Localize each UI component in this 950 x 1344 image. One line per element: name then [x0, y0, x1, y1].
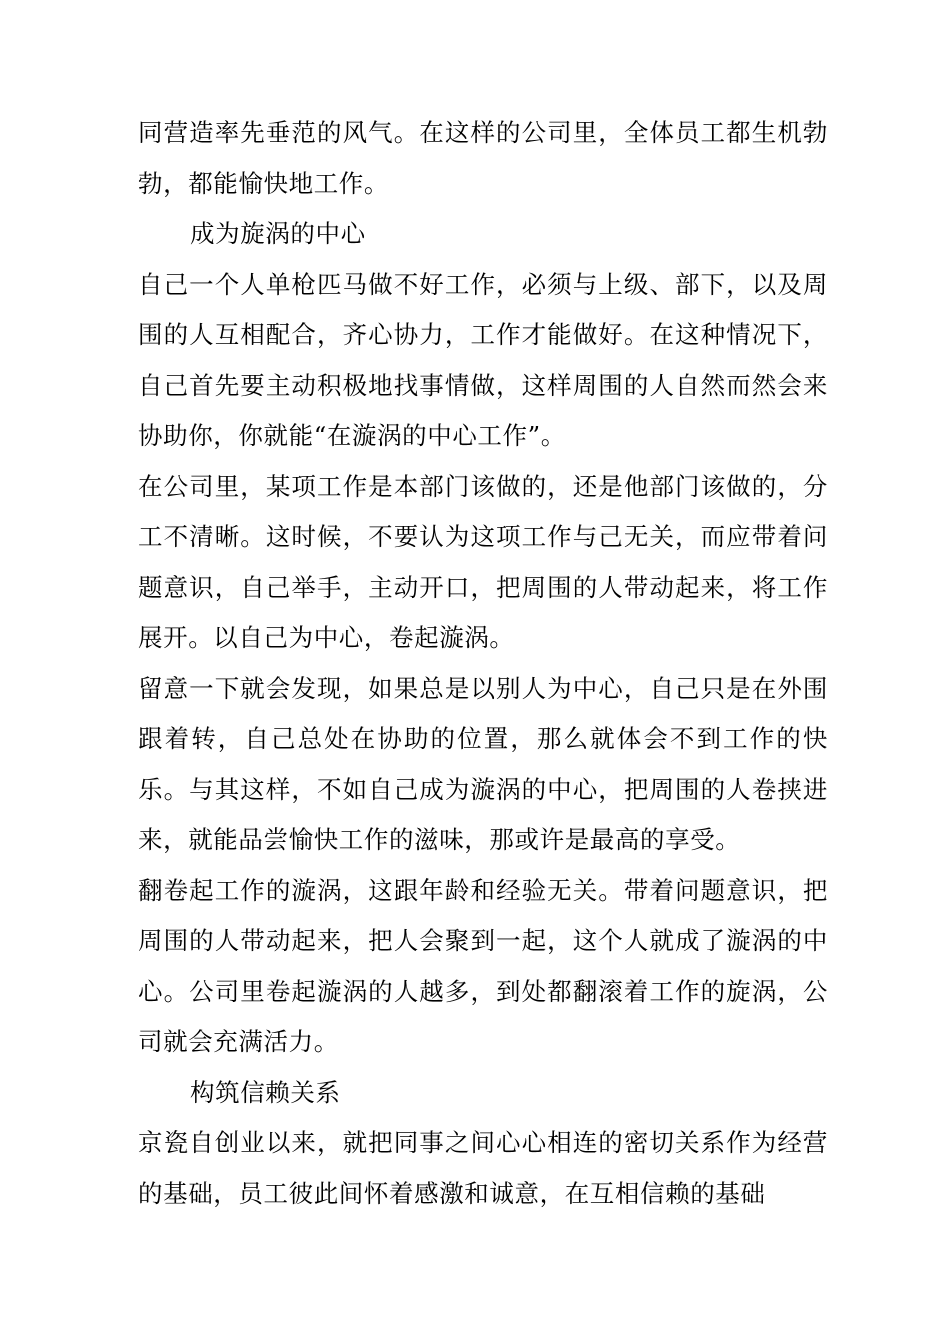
paragraph-vortex-3: 留意一下就会发现，如果总是以别人为中心，自己只是在外围跟着转，自己总处在协助的位置，那么就体会不到工作的快乐。与其这样，不如自己成为漩涡的中心，把周围的人卷挟进来，就能品尝愉快工作的滋味，那或许是最高的享受。 — [138, 673, 828, 854]
paragraph-vortex-4: 翻卷起工作的漩涡，这跟年龄和经验无关。带着问题意识，把周围的人带动起来，把人会聚到一起，这个人就成了漩涡的中心。公司里卷起漩涡的人越多，到处都翻滚着工作的旋涡，公司就会充满活力。 — [138, 875, 828, 1056]
paragraph-vortex-2: 在公司里，某项工作是本部门该做的，还是他部门该做的，分工不清晰。这时候，不要认为这项工作与己无关，而应带着问题意识，自己举手，主动开口，把周围的人带动起来，将工作展开。以自己为中心，卷起漩涡。 — [138, 471, 828, 652]
document-page — [138, 108, 828, 1219]
paragraph-vortex-1: 自己一个人单枪匹马做不好工作，必须与上级、部下，以及周围的人互相配合，齐心协力，工作才能做好。在这种情况下，自己首先要主动积极地找事情做，这样周围的人自然而然会来协助你，你就能“在漩涡的中心工作”。 — [138, 269, 828, 450]
section-heading-vortex-center: 成为旋涡的中心 — [190, 219, 366, 248]
paragraph-intro: 同营造率先垂范的风气。在这样的公司里，全体员工都生机勃勃，都能愉快地工作。 — [138, 118, 828, 198]
section-heading-trust: 构筑信赖关系 — [190, 1077, 341, 1107]
paragraph-trust-1: 京瓷自创业以来，就把同事之间心心相连的密切关系作为经营的基础，员工彼此间怀着感激和诚意，在互相信赖的基础 — [138, 1128, 828, 1208]
